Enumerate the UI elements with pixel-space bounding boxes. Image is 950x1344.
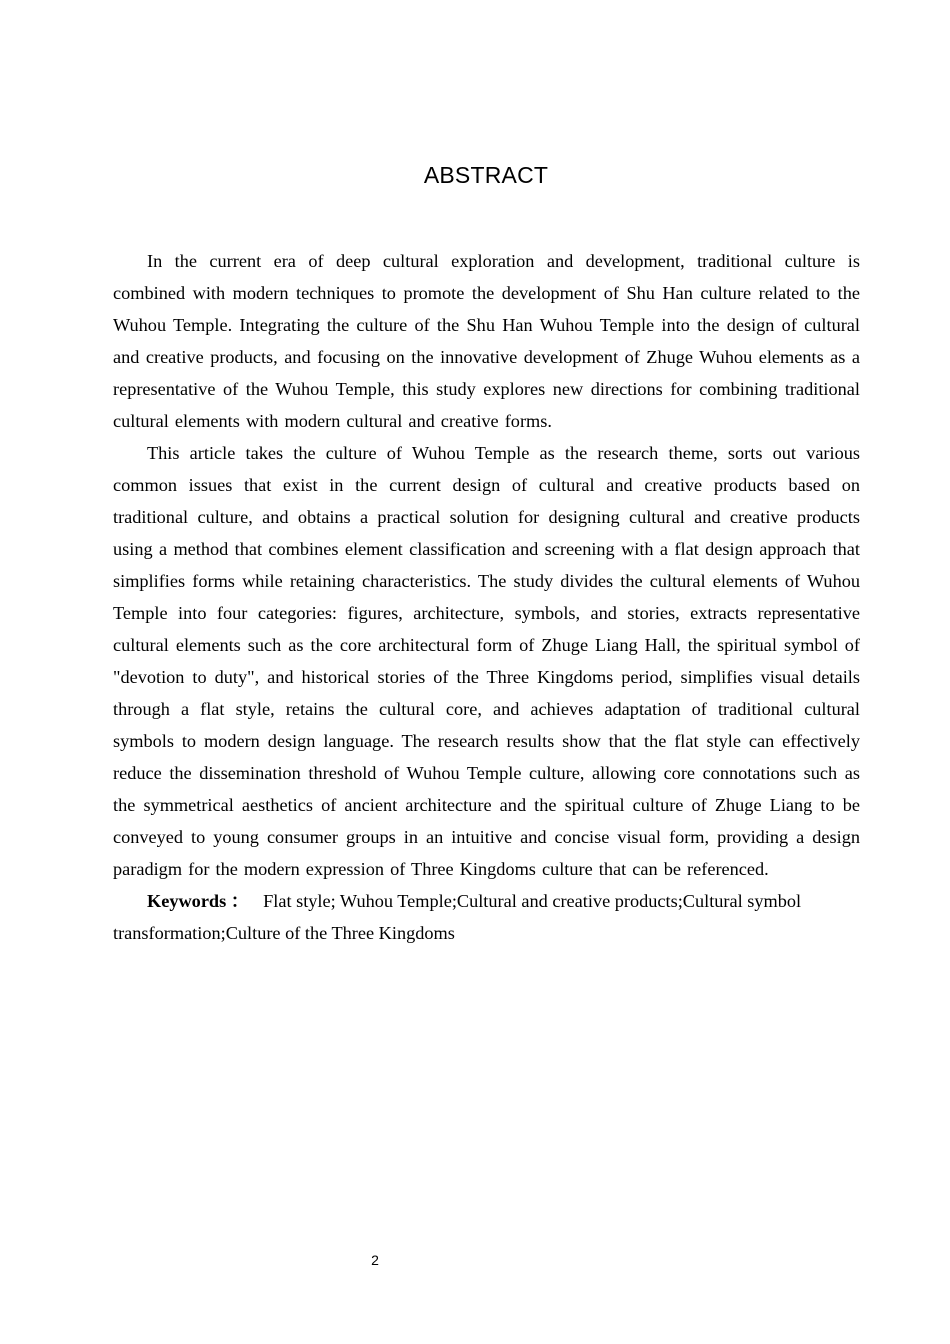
page-title: ABSTRACT [423,162,549,188]
keywords-text: Flat style; Wuhou Temple;Cultural and creative products;Cultural symbol transformation;Culture of the Three Kingdoms [113,891,802,943]
page-number: 2 [371,1252,379,1268]
keywords-line [113,885,860,949]
abstract-body [113,245,860,949]
abstract-paragraph-2: This article takes the culture of Wuhou Temple as the research theme, sorts out various common issues that exist in the current design of cultural and creative products based on traditional culture, and obtains a practical solution for designing cultural and creative products using a method that combines element classification and screening with a flat design approach that simplifies forms while retaining characteristics. The study divides the cultural elements of Wuhou Temple into four categories: figures, architecture, symbols, and stories, extracts representative cultural elements such as the core architectural form of Zhuge Liang Hall, the spiritual symbol of "devotion to duty", and historical stories of the Three Kingdoms period, simplifies visual details through a flat style, retains the cultural core, and achieves adaptation of traditional cultural symbols to modern design language. The research results show that the flat style can effectively reduce the dissemination threshold of Wuhou Temple culture, allowing core connotations such as the symmetrical aesthetics of ancient architecture and the spiritual culture of Zhuge Liang to be conveyed to young consumer groups in an intuitive and concise visual form, providing a design paradigm for the modern expression of Three Kingdoms culture that can be referenced. [113,443,860,879]
keywords-label: Keywords ： [147,891,250,911]
abstract-paragraph-1: In the current era of deep cultural exploration and development, traditional culture is combined with modern techniques to promote the development of Shu Han culture related to the Wuhou Temple. Integrating the culture of the Shu Han Wuhou Temple into the design of cultural and creative products, and focusing on the innovative development of Zhuge Wuhou elements as a representative of the Wuhou Temple, this study explores new directions for combining traditional cultural elements with modern cultural and creative forms. [113,251,860,431]
